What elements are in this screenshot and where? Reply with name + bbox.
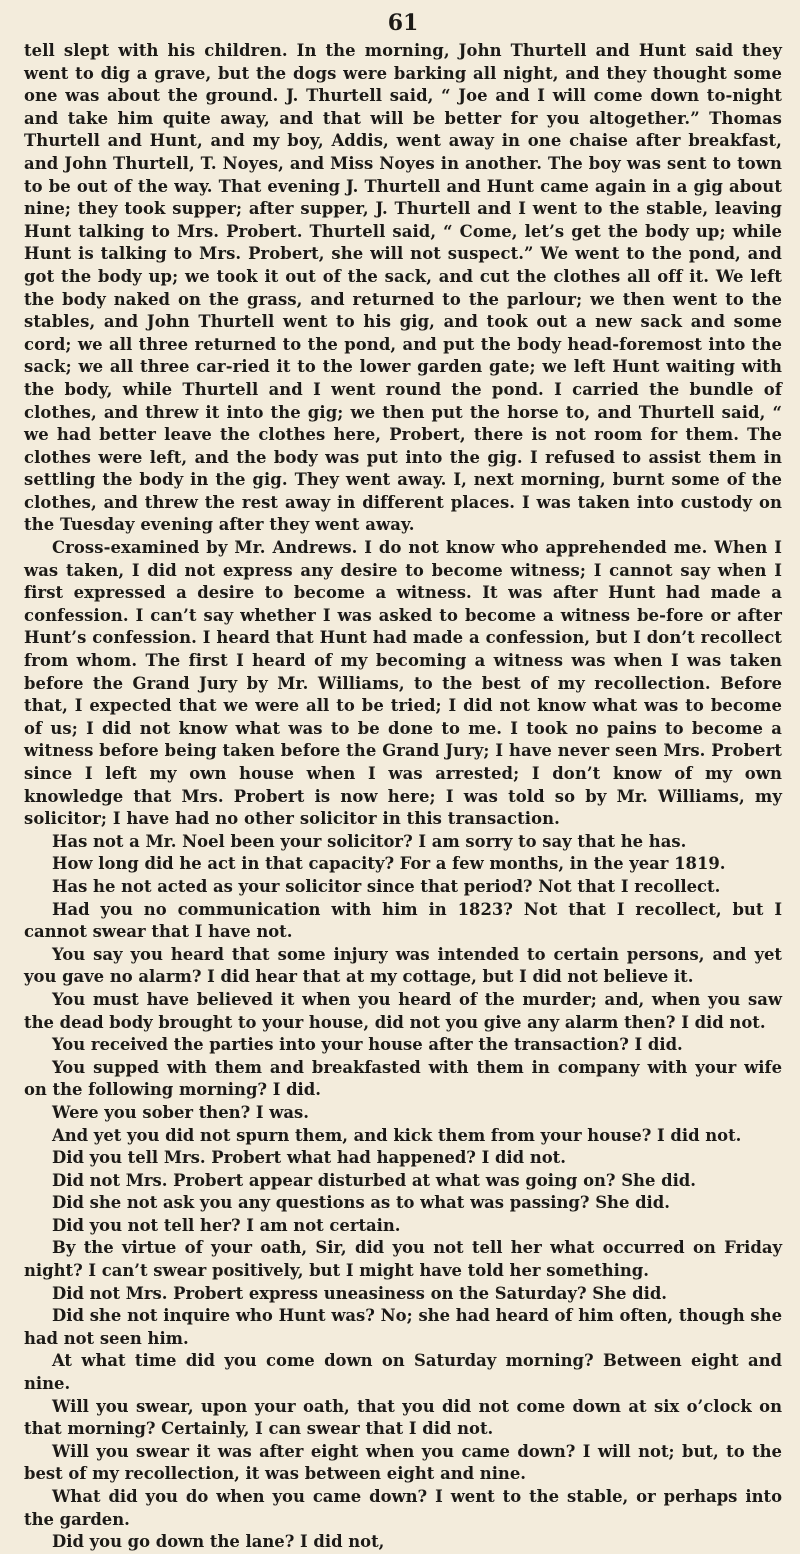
qa-line: By the virtue of your oath, Sir, did you not tell her what occurred on Friday night? I can’t swear positively, but I might have told her something. xyxy=(24,1238,782,1281)
qa-line: Did not Mrs. Probert express uneasiness on the Saturday? She did. xyxy=(52,1283,667,1303)
qa-line: Will you swear it was after eight when you came down? I will not; but, to the best of my recollection, it was between eight and nine. xyxy=(24,1441,782,1484)
paragraph-cross-examination: Cross-examined by Mr. Andrews. I do not know who apprehended me. When I was taken, I did not express any desire to become witness; I cannot say when I first expressed a desire to become a witness. It was after Hunt had made a confession. I can’t say whether I was asked to become a witness be-fore or after Hunt’s confession. I heard that Hunt had made a confession, but I don’t recollect from whom. The first I heard of my becoming a witness was when I was taken before the Grand Jury by Mr. Williams, to the best of my recollection. Before that, I expected that we were all to be tried; I did not know what was to become of us; I did not know what was to be done to me. I took no pains to become a witness before being taken before the Grand Jury; I have never seen Mrs. Probert since I left my own house when I was arrested; I don’t know of my own knowledge that Mrs. Probert is now here; I was told so by Mr. Williams, my solicitor; I have had no other solicitor in this transaction. xyxy=(24,538,782,829)
qa-line: Did she not inquire who Hunt was? No; she had heard of him often, though she had not seen him. xyxy=(24,1306,782,1348)
paragraphs xyxy=(24,40,782,831)
qa-line: At what time did you come down on Saturday morning? Between eight and nine. xyxy=(24,1351,782,1394)
qa-line: Did you not tell her? I am not certain. xyxy=(52,1215,401,1235)
qa-line: You must have believed it when you heard of the murder; and, when you saw the dead body brought to your house, did not you give any alarm then? I did not. xyxy=(24,989,782,1032)
qa-line: Did not Mrs. Probert appear disturbed at what was going on? She did. xyxy=(52,1170,696,1190)
question-answer-list xyxy=(24,831,782,1554)
qa-line: Did you go down the lane? I did not, xyxy=(52,1532,385,1552)
qa-line: How long did he act in that capacity? For a few months, in the year 1819. xyxy=(52,854,726,874)
page-number: 61 xyxy=(387,10,419,36)
qa-line: Has not a Mr. Noel been your solicitor? I am sorry to say that he has. xyxy=(52,831,687,851)
qa-line: You received the parties into your house after the transaction? I did. xyxy=(52,1035,683,1055)
qa-line: Were you sober then? I was. xyxy=(52,1102,309,1122)
qa-line: What did you do when you came down? I went to the stable, or perhaps into the garden. xyxy=(24,1487,782,1529)
qa-line: You say you heard that some injury was intended to certain persons, and yet you gave no alarm? I did hear that at my cottage, but I did not believe it. xyxy=(24,944,782,987)
qa-line: Has he not acted as your solicitor since that period? Not that I recollect. xyxy=(52,876,721,896)
qa-line: And yet you did not spurn them, and kick them from your house? I did not. xyxy=(52,1125,742,1145)
qa-line: Had you no communication with him in 1823? Not that I recollect, but I cannot swear that I have not. xyxy=(24,899,782,942)
qa-line: You supped with them and breakfasted with them in company with your wife on the following morning? I did. xyxy=(24,1057,782,1100)
paragraph-testimony: tell slept with his children. In the morning, John Thurtell and Hunt said they went to dig a grave, but the dogs were barking all night, and they thought some one was about the ground. J. Thurtell said, “ Joe and I will come down to-night and take him quite away, and that will be better for you altogether.” Thomas Thurtell and Hunt, and my boy, Addis, went away in one chaise after breakfast, and John Thurtell, T. Noyes, and Miss Noyes in another. The boy was sent to town to be out of the way. That evening J. Thurtell and Hunt came again in a gig about nine; they took supper; after supper, J. Thurtell and I went to the stable, leaving Hunt talking to Mrs. Probert. Thurtell said, “ Come, let’s get the body up; while Hunt is talking to Mrs. Probert, she will not suspect.” We went to the pond, and got the body up; we took it out of the sack, and cut the clothes all off it. We left the body naked on the grass, and returned to the parlour; we then went to the stables, and John Thurtell went to his gig, and took out a new sack and some cord; we all three returned to the pond, and put the body head-foremost into the sack; we all three car-ried it to the lower garden gate; we left Hunt waiting with the body, while Thurtell and I went round the pond. I carried the bundle of clothes, and threw it into the gig; we then put the horse to, and Thurtell said, “ we had better leave the clothes here, Probert, there is not room for them. The clothes were left, and the body was put into the gig. I refused to assist them in settling the body in the gig. They went away. I, next morning, burnt some of the clothes, and threw the rest away in different places. I was taken into custody on the Tuesday evening after they went away. xyxy=(24,41,782,535)
qa-line: Did she not ask you any questions as to what was passing? She did. xyxy=(52,1193,670,1213)
qa-line: Will you swear, upon your oath, that you did not come down at six o’clock on that morning? Certainly, I can swear that I did not. xyxy=(24,1396,782,1439)
qa-line: Did you tell Mrs. Probert what had happened? I did not. xyxy=(52,1148,566,1168)
